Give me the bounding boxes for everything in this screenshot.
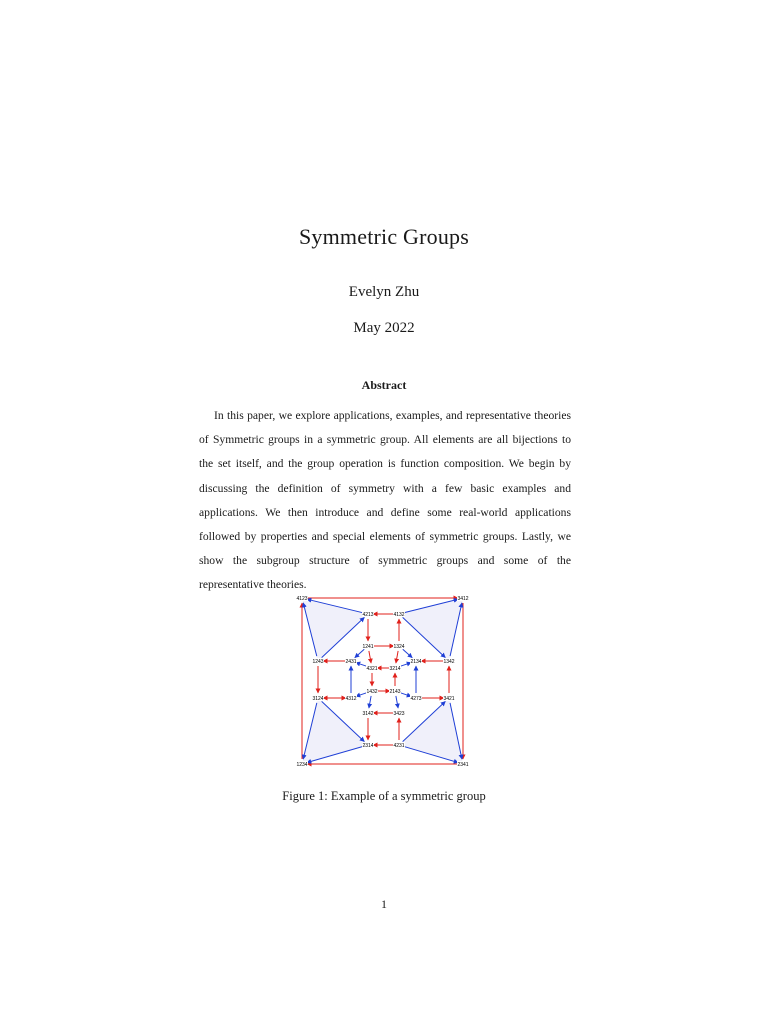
node-1241: 1241 [362,643,374,650]
edge-2143-3423 [396,696,398,708]
paper-author: Evelyn Zhu [348,284,420,300]
figure-caption: Figure 1: Example of a symmetric group [282,789,486,803]
node-4321: 4321 [366,665,378,672]
edge-1241-2431 [355,649,365,657]
node-1324: 1324 [393,643,405,650]
node-3142: 3142 [362,710,374,717]
node-3412: 3412 [457,595,469,602]
edge-1324-2134 [403,649,413,657]
corner-face-1 [399,598,463,661]
edge-1241-4321 [369,651,371,663]
node-1243: 1243 [312,658,324,665]
corner-face-0 [302,598,368,661]
paper-title: Symmetric Groups [298,224,469,249]
node-3423: 3423 [393,710,405,717]
node-1432: 1432 [366,688,378,695]
node-4273: 4273 [410,695,422,702]
paper-date: May 2022 [353,320,415,336]
node-3124: 3124 [312,695,324,702]
node-2431: 2431 [345,658,357,665]
cayley-graph [290,590,480,770]
node-1234: 1234 [296,761,308,768]
figure-symmetric-group [290,590,480,770]
node-2314: 2314 [362,742,374,749]
node-4132: 4132 [393,611,405,618]
node-4312: 4312 [345,695,357,702]
edge-1432-3142 [369,696,371,708]
node-3214: 3214 [389,665,401,672]
page-number: 1 [381,897,387,911]
edge-1324-3214 [396,651,398,663]
node-4123: 4123 [296,595,308,602]
abstract-heading: Abstract [361,378,407,392]
node-4213: 4213 [362,611,374,618]
node-2143: 2143 [389,688,401,695]
node-4231: 4231 [393,742,405,749]
abstract-body: In this paper, we explore applications, examples, and representative theories of Symmetric groups in a symmetric group. All elements are all bijections to the set itself, and the group operation is function composition. We begin by discussing the definition of symmetry with a few basic examples and applications. We then introduce and define some real-world applications followed by properties and special elements of symmetric groups. Lastly, we show the subgroup structure of symmetric groups and some of the representative theories. [199,409,571,592]
node-2341: 2341 [457,761,469,768]
node-3421: 3421 [443,695,455,702]
node-1342: 1342 [443,658,455,665]
node-2134: 2134 [410,658,422,665]
